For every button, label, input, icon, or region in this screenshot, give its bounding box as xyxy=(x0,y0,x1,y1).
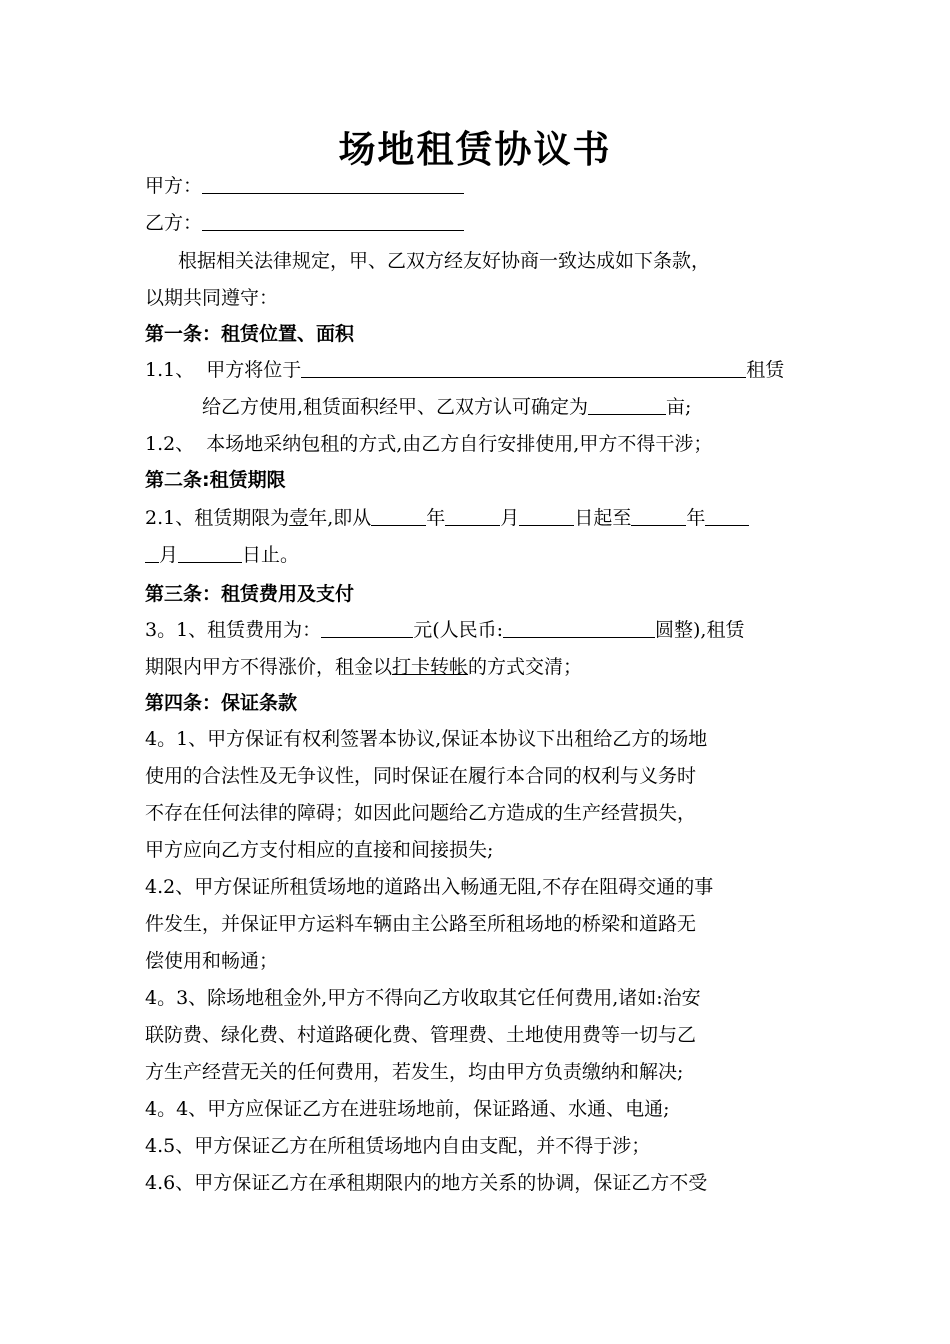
clause-4-1-line-3: 不存在任何法律的障碍；如因此问题给乙方造成的生产经营损失， xyxy=(145,802,697,824)
year-label-2: 年 xyxy=(686,507,706,529)
month-label: 月 xyxy=(500,507,520,529)
clause-1-1-line-2 xyxy=(145,389,867,426)
start-month-blank[interactable] xyxy=(445,501,500,526)
clause-2-1-text-a: 2.1、租赁期限为 xyxy=(145,507,290,529)
clause-1-2 xyxy=(145,426,810,463)
clause-3-1-text-a: 3。1、租赁费用为： xyxy=(145,619,322,641)
clause-1-1-line-2-text: 给乙方使用,租赁面积经甲、乙双方认可确定为 xyxy=(202,396,589,418)
intro-line-2: 以期共同遵守： xyxy=(145,287,279,309)
document-title: 场地租赁协议书 xyxy=(338,128,612,171)
clause-4-1-line-1: 4。1、甲方保证有权利签署本协议,保证本协议下出租给乙方的场地 xyxy=(145,728,708,750)
clause-3-1-line-1 xyxy=(145,612,810,649)
clause-3-1-line-2-a: 期限内甲方不得涨价，租金以 xyxy=(145,656,393,678)
end-month-blank-a[interactable] xyxy=(705,501,749,526)
party-a-label: 甲方： xyxy=(145,175,203,197)
clause-2-1-line-2 xyxy=(145,537,810,574)
clause-3-1-line-2 xyxy=(145,649,810,686)
clause-4-6-line-1: 4.6、甲方保证乙方在承租期限内的地方关系的协调，保证乙方不受 xyxy=(145,1172,708,1194)
fee-amount-blank[interactable] xyxy=(321,613,413,638)
clause-4-3-line-1: 4。3、除场地租金外,甲方不得向乙方收取其它任何费用,诸如:治安 xyxy=(145,987,701,1009)
clause-4-5: 4.5、甲方保证乙方在所租赁场地内自由支配，并不得于涉； xyxy=(145,1135,651,1157)
clause-4-1-line-2: 使用的合法性及无争议性，同时保证在履行本合同的权利与义务时 xyxy=(145,765,697,787)
clause-3-1-text-c: 圆整),租赁 xyxy=(655,619,745,641)
clause-3-1-text-b: 元(人民币: xyxy=(413,619,504,641)
section-4-heading: 第四条：保证条款 xyxy=(145,692,298,714)
lease-term: 壹 xyxy=(289,507,309,529)
end-day-blank[interactable] xyxy=(178,538,242,563)
party-b-label: 乙方： xyxy=(145,212,203,234)
clause-1-1-number: 1.1、 xyxy=(145,359,195,381)
clause-1-1-unit: 亩; xyxy=(666,396,692,418)
clause-4-4: 4。4、甲方应保证乙方在进驻场地前，保证路通、水通、电通; xyxy=(145,1098,670,1120)
clause-1-2-text: 本场地采纳包租的方式,由乙方自行安排使用,甲方不得干涉； xyxy=(206,433,713,455)
section-3-heading: 第三条：租赁费用及支付 xyxy=(145,583,355,605)
clause-4-1-line-4: 甲方应向乙方支付相应的直接和间接损失; xyxy=(145,839,494,861)
clause-2-1-text-b: 年,即从 xyxy=(308,507,372,529)
clause-4-3-line-3: 方生产经营无关的任何费用，若发生，均由甲方负责缴纳和解决; xyxy=(145,1061,684,1083)
start-year-blank[interactable] xyxy=(371,501,426,526)
party-a-line xyxy=(145,168,810,205)
clause-1-1-text-b: 租赁 xyxy=(746,359,785,381)
party-b-blank[interactable] xyxy=(202,206,464,231)
party-a-blank[interactable] xyxy=(202,169,464,194)
clause-4-2-line-2: 件发生，并保证甲方运料车辆由主公路至所租场地的桥梁和道路无 xyxy=(145,913,697,935)
section-2-heading: 第二条:租赁期限 xyxy=(145,469,286,491)
day-end-label: 日止。 xyxy=(242,544,300,566)
location-blank[interactable] xyxy=(301,353,746,378)
fee-rmb-blank[interactable] xyxy=(503,613,655,638)
clause-1-1-text-a: 甲方将位于 xyxy=(206,359,302,381)
clause-4-3-line-2: 联防费、绿化费、村道路硬化费、管理费、土地使用费等一切与乙 xyxy=(145,1024,697,1046)
party-b-line xyxy=(145,205,810,242)
clause-2-1-line-1 xyxy=(145,500,810,537)
clause-4-2-line-3: 偿使用和畅通； xyxy=(145,950,279,972)
section-1-heading: 第一条：租赁位置、面积 xyxy=(145,323,355,345)
end-month-blank-b[interactable] xyxy=(145,538,159,563)
clause-3-1-line-2-b: 的方式交清； xyxy=(468,656,583,678)
clause-1-2-number: 1.2、 xyxy=(145,433,195,455)
clause-4-2-line-1: 4.2、甲方保证所租赁场地的道路出入畅通无阻,不存在阻碍交通的事 xyxy=(145,876,714,898)
clause-1-1-line-1 xyxy=(145,352,810,389)
year-label: 年 xyxy=(426,507,446,529)
start-day-blank[interactable] xyxy=(519,501,574,526)
day-from-label: 日起至 xyxy=(574,507,632,529)
payment-method: 打卡转帐 xyxy=(392,656,469,678)
area-blank[interactable] xyxy=(588,390,666,415)
month-label-2: 月 xyxy=(159,544,179,566)
end-year-blank[interactable] xyxy=(631,501,686,526)
intro-line-1: 根据相关法律规定，甲、乙双方经友好协商一致达成如下条款， xyxy=(178,250,711,272)
